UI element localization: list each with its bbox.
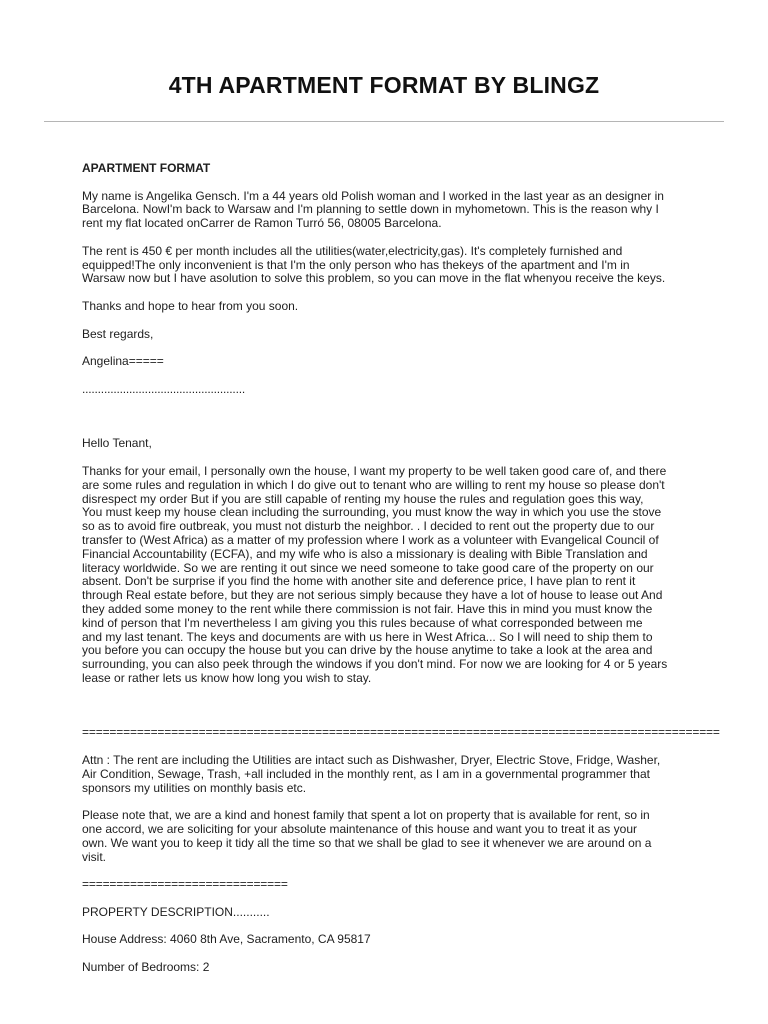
spacer [82, 410, 702, 437]
property-description-heading: PROPERTY DESCRIPTION........... [82, 904, 270, 919]
note-paragraph: Please note that, we are a kind and honest family that spent a lot on property that is available for rent, so in one accord, we are soliciting for your absolute maintenance of this house and want you to treat it as your own. We want you to keep it tidy all the time so that we shall be glad to see it whenever we are around on a visit. [82, 808, 652, 864]
regards-line: Best regards, [82, 326, 154, 341]
rent-paragraph: The rent is 450 € per month includes all the utilities(water,electricity,gas). It's completely furnished and equipped!The only inconvenient is that I'm the only person who has thekeys of the apartment and I'm in Warsaw now but I have asolution to solve this problem, so you can move in the flat whenyou receive the keys. [82, 243, 666, 286]
document-title: 4TH APARTMENT FORMAT BY BLINGZ [168, 72, 600, 98]
dotted-separator: .................................................... [82, 381, 245, 396]
spacer [82, 699, 702, 726]
house-address: House Address: 4060 8th Ave, Sacramento, CA 95817 [82, 932, 371, 947]
title-divider [44, 121, 724, 122]
bedrooms-count: Number of Bedrooms: 2 [82, 960, 210, 975]
thanks-line: Thanks and hope to hear from you soon. [82, 298, 299, 313]
intro-paragraph: My name is Angelika Gensch. I'm a 44 years old Polish woman and I worked in the last year as an designer in Barcelona. NowI'm back to Warsaw and I'm planning to settle down in myhometown. This is the reason why I rent my flat located onCarrer de Ramon Turró 56, 08005 Barcelona. [82, 188, 664, 231]
attn-paragraph: Attn : The rent are including the Utilities are intact such as Dishwasher, Dryer, Electric Stove, Fridge, Washer, Air Condition, Sewage, Trash, +all included in the monthly rent, as I am in a governmental programmer that sponsors my utilities on monthly basis etc. [82, 753, 661, 795]
equals-separator-short: ============================== [82, 877, 288, 892]
section-heading: APARTMENT FORMAT [82, 161, 211, 175]
document-body [82, 161, 720, 989]
letter-paragraph: Thanks for your email, I personally own the house, I want my property to be well taken good care of, and there are some rules and regulation in which I do give out to tenant who are willing to rent my house so please don't disrespect my order But if you are still capable of renting my house the rules and regulation goes this way, You must keep my house clean including the surrounding, you must know the way in which you use the stove so as to avoid fire outbreak, you must not disturb the neighbor. . I decided to rent out the property due to our transfer to (West Africa) as a matter of my profession where I work as a volunteer with Evangelical Council of Financial Accountability (ECFA), and my wife who is also a missionary is dealing with Bible Translation and literacy worldwide. So we are renting it out since we need someone to take good care of the property on our absent. Don't be surprise if you find the home with another site and deference price, I have plan to rent it through Real estate before, but they are not serious simply because they have a lot of house to lease out And they added some money to the rent while there commission is not fair. Have this in mind you must know the kind of person that I'm nevertheless I am giving you this rules because of what corresponded between me and my last tenant. The keys and documents are with us here in West Africa... So I will need to ship them to you before you can occupy the house but you can drive by the house anytime to take a look at the area and surrounding, you can also peek through the windows if you don't mind. For now we are looking for 4 or 5 years lease or rather lets us know how long you wish to stay. [82, 463, 668, 685]
signature-line: Angelina===== [82, 354, 164, 369]
equals-separator-long: ============================================================================================= [82, 725, 720, 740]
greeting-line: Hello Tenant, [82, 436, 152, 451]
